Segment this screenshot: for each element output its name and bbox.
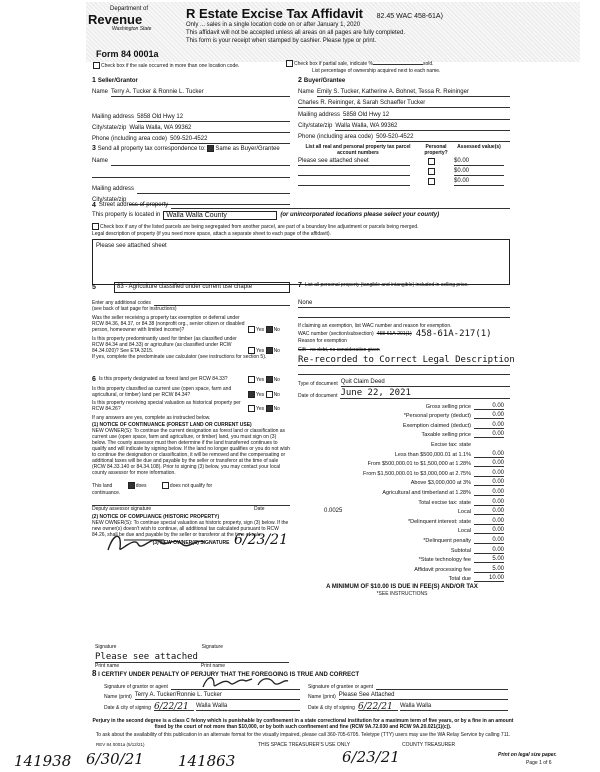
- handwritten-number-2: 141863: [178, 752, 236, 770]
- section-4-property: [92, 202, 510, 285]
- section-num: 6: [92, 376, 96, 383]
- assessed-header: Assessed value(s): [457, 144, 501, 150]
- addl-codes-note: (see back of last page for instructions): [92, 306, 177, 312]
- timber-question: Is this property predominantly used for timber (as classified under RCW 84.34 and 84.33) or agriculture (as classified under RCW 84.34.020)? See ETA 3215.: [92, 336, 237, 354]
- date-label: Date: [254, 506, 265, 512]
- amount-label: Gross selling price: [425, 403, 471, 410]
- continuance-word: continuance.: [92, 490, 121, 496]
- section-title: Buyer/Grantee: [303, 78, 346, 84]
- amount-row-total-state: [300, 496, 504, 506]
- doc-date-label: Date of document: [298, 393, 338, 399]
- treasurer-use: THIS SPACE TREASURER'S USE ONLY: [258, 742, 351, 748]
- multi-location-check[interactable]: [93, 62, 239, 69]
- section-5-use: [92, 282, 290, 360]
- amount-label: Local: [457, 528, 471, 535]
- see-instructions: *SEE INSTRUCTIONS: [376, 591, 428, 598]
- assessor-signature: [104, 530, 224, 556]
- amount-label: Local: [457, 509, 471, 516]
- segregation-label: Check box if any of the listed parcels are being segregated from another parcel, are part of a boundary line adjustment or parcels being merged.: [100, 223, 419, 230]
- reason-struck: Gift - no debt, no consideration given: [298, 347, 380, 353]
- grantee-date-label: Date & city of signing: [308, 705, 355, 711]
- continuance-heading: (1) NOTICE OF CONTINUANCE (FOREST LAND OR CURRENT USE): [92, 422, 252, 428]
- grantor-name-label: Name (print): [104, 694, 132, 700]
- amount-label: From $500,000.01 to $1,500,000 at 1.28%: [367, 461, 471, 468]
- grantee-name[interactable]: Please See Attached: [339, 692, 508, 700]
- form-number: Form 84 0001a: [96, 49, 159, 59]
- partial-sale-label: Check box if partial sale, indicate %: [294, 60, 373, 67]
- page-number: Page 1 of 6: [526, 760, 552, 766]
- use-code-select[interactable]: 83 - Agriculture classified under current use chapte: [114, 282, 290, 293]
- buyer-name-1[interactable]: Emily S. Tucker, Katherine A. Bohnet, Tessa R. Reininger: [317, 89, 510, 97]
- grantee-name-label: Name (print): [308, 694, 336, 700]
- section-title: Seller/Grantor: [97, 78, 138, 84]
- yes-checkbox[interactable]: [248, 347, 255, 354]
- dept-line2: Revenue: [88, 12, 143, 27]
- yes-label: Yes: [256, 405, 265, 412]
- yes-label: Yes: [256, 347, 265, 354]
- personal-checkbox[interactable]: [428, 178, 435, 185]
- corr-blank-line: [92, 176, 290, 178]
- section-num: 8: [92, 669, 97, 678]
- mail-label: Mailing address: [298, 112, 341, 118]
- buyer-name-2[interactable]: Charles R. Reininger, & Sarah Schaeffer Tucker: [298, 100, 510, 108]
- current-use-question: Is this property classified as current use (open space, farm and agricultural, or timber) land per RCW 84.34?: [92, 386, 232, 398]
- grantor-city[interactable]: Walla Walla: [196, 703, 300, 711]
- amount-row-bracket2: [300, 458, 504, 468]
- name-label: Name: [92, 89, 109, 95]
- amount-label: Taxable selling price: [421, 432, 471, 439]
- table-row: [298, 178, 510, 186]
- wac-reference: 82.45 WAC 458-61A): [376, 13, 443, 20]
- mail-label: Mailing address: [92, 186, 135, 193]
- legal-label: Legal description of property (if you need more space, attach a separate sheet to each page of the affidavit).: [92, 231, 331, 237]
- section-title: List all personal property (tangible and intangible) included in selling price.: [304, 282, 469, 288]
- corr-mailing[interactable]: [137, 186, 290, 194]
- no-checkbox[interactable]: [266, 391, 273, 398]
- section-num: 3: [92, 145, 96, 153]
- amount-value[interactable]: 0.00: [474, 518, 504, 525]
- yes-checkbox[interactable]: [248, 391, 255, 398]
- amount-value[interactable]: 0.00: [474, 537, 504, 544]
- no-label: No: [273, 405, 280, 412]
- parcel-table: [298, 144, 510, 186]
- mail-label: Mailing address: [92, 114, 135, 120]
- amount-row-taxable: [300, 429, 504, 439]
- section-num: 2: [298, 77, 302, 84]
- reason-blank: [298, 366, 510, 375]
- amount-row-personal: [300, 410, 504, 420]
- yes-checkbox[interactable]: [248, 326, 255, 333]
- footer-notice: [90, 718, 516, 738]
- does-checkbox[interactable]: [128, 482, 135, 489]
- grantee-sig-label: Signature of grantee or agent: [308, 684, 374, 690]
- parcel-number[interactable]: Please see attached sheet: [298, 158, 410, 166]
- table-row: [298, 168, 510, 176]
- handwritten-date-2: 6/23/21: [342, 748, 400, 766]
- name-label: Name: [92, 158, 109, 165]
- reason-label: Reason for exemption: [298, 338, 347, 344]
- parcel-number[interactable]: [298, 178, 410, 186]
- amount-label: *State technology fee: [418, 557, 471, 564]
- section-1-seller: [92, 77, 290, 144]
- amount-value[interactable]: 0.00: [474, 460, 504, 467]
- personal-header: Personal property?: [424, 144, 448, 156]
- exemption-question: Was the seller receiving a property tax exemption or deferral under RCW 84.36, 84.37, or 84.38 (nonprofit org., senior citizen or disabled person, homeowner with limited income)?: [92, 315, 245, 333]
- same-as-buyer-checkbox[interactable]: [207, 145, 214, 152]
- amount-row-agricultural: [300, 486, 504, 496]
- alt-format-notice: To ask about the availability of this publication in an alternate format for the visually impaired, please call 360-705-6705. Teletype (TTY) users may use the WA Relay Service by calling 711.: [95, 732, 511, 738]
- section-3-correspondence: [92, 145, 290, 205]
- amount-value[interactable]: 5.00: [474, 566, 504, 573]
- buyer-phone[interactable]: 509-520-4522: [376, 134, 510, 142]
- section-2-buyer: [298, 77, 510, 142]
- exemption-note: If claiming an exemption, list WAC number and reason for exemption.: [298, 323, 452, 329]
- forest-question: Is this property designated as forest land per RCW 84.33?: [98, 376, 228, 382]
- amount-value[interactable]: 0.00: [474, 451, 504, 458]
- assessed-value[interactable]: $0.00: [454, 178, 504, 186]
- doc-type-label: Type of document: [298, 381, 338, 387]
- grantee-city[interactable]: Walla Walla: [400, 703, 508, 711]
- no-checkbox[interactable]: [266, 326, 273, 333]
- amount-label: *Personal property (deduct): [403, 413, 471, 420]
- signature-label: Signature: [95, 644, 117, 650]
- amount-value[interactable]: 0.00: [474, 431, 504, 438]
- exemption-reason[interactable]: Re-recorded to Correct Legal Description: [298, 355, 515, 365]
- amount-label: Affidavit processing fee: [414, 566, 471, 573]
- amount-label: Less than $500,000.01 at 1.1%: [394, 451, 471, 458]
- assessor-sign-date: 6/23/21: [234, 532, 288, 548]
- amount-row-interest-local: [300, 525, 504, 535]
- grantor-name[interactable]: Terry A. Tucker/Ronnie L. Tucker: [135, 692, 300, 700]
- header-note3: This form is your receipt when stamped by cashier. Please type or print.: [186, 38, 377, 44]
- segregation-checkbox[interactable]: [92, 223, 99, 230]
- compliance-text: NEW OWNER(S): To continue special valuation as historic property, sign (3) below. If the new owner(s) doesn't wish to continue, all additional tax calculated pursuant to RCW 84.26, shall be due and payable by the seller or transferor at the time of sale.: [92, 520, 289, 538]
- section-num: 4: [92, 202, 96, 209]
- amount-value[interactable]: 0.00: [474, 527, 504, 534]
- seller-mailing[interactable]: 5858 Old Hwy 12: [137, 114, 290, 122]
- amount-row-bracket4: [300, 477, 504, 487]
- document-type[interactable]: Quit Claim Deed: [341, 379, 510, 387]
- personal-checkbox[interactable]: [428, 158, 435, 165]
- no-label: No: [273, 347, 280, 354]
- signature-label-2: Signature: [201, 644, 223, 650]
- new-owner-signature-block: [95, 644, 289, 669]
- section-6-designation: [92, 376, 290, 546]
- table-row: [298, 158, 510, 166]
- checkbox[interactable]: [286, 60, 293, 67]
- ownership-note: List percentage of ownership acquired next to each name.: [312, 68, 441, 74]
- street-label: Street address of property: [98, 202, 169, 208]
- personal-property-blank: [298, 308, 510, 318]
- grantee-signature-block: [308, 680, 508, 711]
- parcel-header: List all real and personal property tax parcel account numbers: [305, 144, 411, 156]
- no-checkbox[interactable]: [266, 347, 273, 354]
- title-text: R Estate Excise Tax Affidavit: [186, 6, 364, 21]
- amount-row-local: [300, 506, 504, 516]
- amount-label: *Delinquent penalty: [423, 537, 471, 544]
- tax-calculation: [300, 400, 504, 597]
- seller-name[interactable]: Terry A. Tucker & Ronnie L. Tucker: [111, 89, 290, 97]
- amount-value[interactable]: 0.00: [474, 489, 504, 496]
- section-num: 5: [92, 283, 96, 291]
- amount-row-exemption: [300, 419, 504, 429]
- same-as-buyer-label: Same as Buyer/Grantee: [215, 146, 280, 153]
- amount-row-interest-state: [300, 515, 504, 525]
- amount-row-excise-state: [300, 438, 504, 448]
- city-label: City/state/zip: [92, 197, 127, 204]
- amount-label: Subtotal: [450, 547, 471, 554]
- section-7-personal-property: [298, 282, 515, 399]
- yes-label: Yes: [256, 326, 265, 333]
- historic-question: Is this property receiving special valuation as historical property per RCW 84.26?: [92, 400, 241, 412]
- does-label: does: [135, 482, 147, 489]
- continuance-text: NEW OWNER(S): To continue the current designation as forest land or classification as current use (open space, farm and agriculture, or timber) land, you must sign on (3) below. The county assessor must then determine if the land transferred continues to qualify and will indicate by signing below. If the land no longer qualifies or you do not wish to continue the designation or classification, it will be removed and the compensating or additional taxes will be due and payable by the seller or transferor at the time of sale (RCW 84.33.140 or 84.34.108). Prior to signing (3) below, you may contact your local county assessor for more information.: [92, 428, 290, 476]
- grantor-signature-scribble: [200, 673, 290, 691]
- handwritten-date-1: 6/30/21: [86, 750, 144, 768]
- no-label: No: [273, 391, 280, 398]
- perjury-notice: Perjury in the second degree is a class C felony which is punishable by confinement in a state correctional institution for a maximum term of five years, or by a fine in an amount fixed by the court of not more than $10,000, or by both such confinement and fine (RCW 9A.72.030 and RCW 9A.20.021(1)(c)).: [92, 718, 514, 730]
- buyer-mailing[interactable]: 5858 Old Hwy 12: [343, 112, 510, 120]
- section-title: Send all property tax correspondence to:: [97, 146, 206, 153]
- section-8-certification: [92, 670, 510, 679]
- no-label: No: [273, 326, 280, 333]
- personal-checkbox[interactable]: [428, 168, 435, 175]
- yes-label: Yes: [256, 391, 265, 398]
- partial-sale-check[interactable]: [286, 60, 434, 67]
- county-select[interactable]: Walla Walla County: [163, 211, 277, 220]
- amount-label: Total due: [448, 576, 471, 583]
- amount-row-penalty: [300, 534, 504, 544]
- amount-label: Above $3,000,000 at 3%: [410, 480, 471, 487]
- header-note2: This affidavit will not be accepted unless all areas on all pages are fully completed.: [186, 30, 406, 36]
- phone-label: Phone (including area code): [298, 134, 374, 140]
- yes-label: Yes: [256, 376, 265, 383]
- unincorp-note: (or unincorporated locations please select your county): [280, 212, 440, 218]
- buyer-city[interactable]: Walla Walla, WA 99362: [335, 123, 510, 131]
- new-owner-print-name[interactable]: Please see attached: [95, 652, 289, 663]
- city-label: City/state/zip: [298, 123, 333, 129]
- grantee-signature[interactable]: [376, 681, 508, 690]
- county-treasurer: COUNTY TREASURER: [402, 742, 456, 748]
- amount-value[interactable]: 0.00: [474, 508, 504, 515]
- city-label: City/state/zip: [92, 125, 127, 131]
- grantor-date[interactable]: 6/22/21: [154, 704, 194, 711]
- addl-codes-label: Enter any additional codes: [92, 300, 151, 306]
- does-not-checkbox[interactable]: [162, 482, 169, 489]
- amount-value[interactable]: 0.00: [474, 547, 504, 554]
- name-label: Name: [298, 89, 315, 95]
- print-legal: Print on legal size paper.: [498, 752, 557, 758]
- print-name-label-2: Print name: [200, 663, 225, 669]
- dept-line1: Department of: [110, 6, 149, 12]
- wac-label: WAC number (section/subsection): [298, 331, 374, 337]
- amount-label: Exemption claimed (deduct): [402, 422, 471, 429]
- phone-label: Phone (including area code): [92, 136, 168, 142]
- amount-value[interactable]: 10.00: [474, 575, 504, 582]
- located-label: This property is located in: [92, 212, 161, 218]
- section-num: 1: [92, 77, 96, 84]
- amount-row-processing-fee: [300, 563, 504, 573]
- dept-line3: Washington State: [112, 26, 152, 32]
- amount-value[interactable]: 0.00: [474, 499, 504, 506]
- amount-value[interactable]: 0.00: [474, 422, 504, 429]
- assessed-value[interactable]: $0.00: [454, 168, 504, 176]
- seller-phone[interactable]: 509-520-4522: [170, 136, 290, 144]
- corr-name[interactable]: [111, 158, 290, 166]
- grantee-date[interactable]: 6/22/21: [358, 704, 398, 711]
- timber-note: If yes, complete the predominate use calculator (see instructions for section 5).: [92, 354, 267, 360]
- wac-number[interactable]: 458-61A-217(1): [415, 329, 492, 339]
- no-checkbox[interactable]: [266, 405, 273, 412]
- grantor-sig-label: Signature of grantor or agent: [104, 684, 168, 690]
- local-rate: 0.0025: [324, 508, 343, 515]
- certify-statement: I CERTIFY UNDER PENALTY OF PERJURY THAT THE FOREGOING IS TRUE AND CORRECT: [98, 672, 360, 678]
- grantor-date-label: Date & city of signing: [104, 705, 151, 711]
- amount-label: From $1,500,000.01 to $3,000,000 at 2.75%: [363, 470, 471, 477]
- amount-value[interactable]: 0.00: [474, 479, 504, 486]
- yes-checkbox[interactable]: [248, 376, 255, 383]
- this-land-label: This land: [92, 482, 113, 489]
- amount-row-total-due: [300, 573, 504, 583]
- wac-struck: 458-61A-201(1): [376, 331, 412, 337]
- agency-logo: [88, 6, 174, 46]
- does-not-label: does not qualify for: [169, 482, 213, 489]
- header-note1: Only ... sales in a single location code on or after January 1, 2020: [186, 22, 361, 28]
- assessed-value[interactable]: $0.00: [454, 158, 504, 166]
- deputy-assessor-label: Deputy assessor signature: [92, 506, 152, 512]
- amount-value[interactable]: 5.00: [474, 556, 504, 563]
- amount-label: *Delinquent interest: state: [408, 518, 471, 525]
- checkbox[interactable]: [93, 62, 100, 69]
- no-checkbox[interactable]: [266, 376, 273, 383]
- amount-label: Excise tax: state: [430, 441, 471, 448]
- amount-row-tech-fee: [300, 554, 504, 564]
- form-title: [186, 6, 443, 21]
- yes-note: If any answers are yes, complete as instructed below.: [92, 415, 211, 421]
- amount-row-bracket1: [300, 448, 504, 458]
- seller-city[interactable]: Walla Walla, WA 99362: [129, 125, 290, 133]
- street-address[interactable]: [171, 202, 510, 209]
- amount-label: Agricultural and timberland at 1.28%: [382, 489, 471, 496]
- yes-checkbox[interactable]: [248, 405, 255, 412]
- compliance-heading: (2) NOTICE OF COMPLIANCE (HISTORIC PROPERTY): [92, 514, 220, 520]
- handwritten-number-1: 141938: [14, 752, 72, 770]
- section-num: 7: [298, 282, 302, 289]
- amount-label: Total excise tax: state: [418, 499, 471, 506]
- personal-property-list[interactable]: None: [298, 300, 510, 308]
- minimum-note: A MINIMUM OF $10.00 IS DUE IN FEE(S) AND/OR TAX: [326, 584, 478, 591]
- sold-word: sold.: [422, 60, 434, 67]
- amount-row-subtotal: [300, 544, 504, 554]
- multi-location-label: Check box if the sale occurred in more than one location code.: [101, 62, 240, 69]
- legal-description[interactable]: Please see attached sheet: [92, 239, 510, 285]
- rev-code: REV 84 0001a (5/12/21): [96, 742, 145, 747]
- amount-value[interactable]: 0.00: [474, 403, 504, 410]
- amount-row-bracket3: [300, 467, 504, 477]
- document-date[interactable]: June 22, 2021: [340, 388, 510, 399]
- no-label: No: [273, 376, 280, 383]
- parcel-number[interactable]: [298, 168, 410, 176]
- new-owner-heading: (3) NEW OWNER(S) SIGNATURE: [152, 540, 230, 546]
- print-name-label: Print name: [95, 663, 120, 669]
- amount-value[interactable]: 0.00: [474, 470, 504, 477]
- amount-value[interactable]: 0.00: [474, 412, 504, 419]
- amount-row-gross: [300, 400, 504, 410]
